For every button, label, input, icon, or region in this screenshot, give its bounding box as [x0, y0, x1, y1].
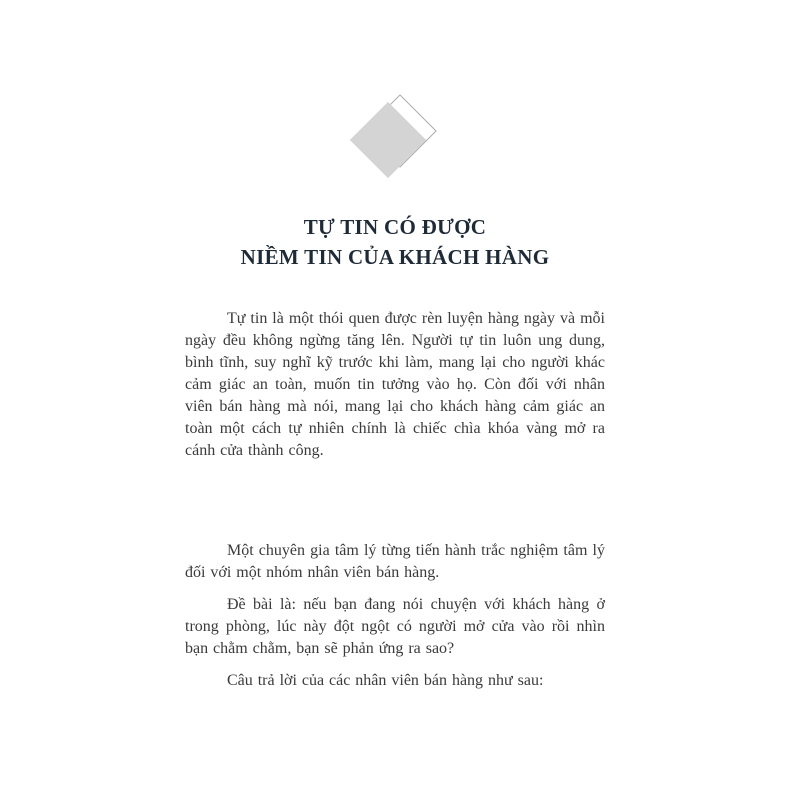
paragraph-intro: Tự tin là một thói quen được rèn luyện hàng ngày và mỗi ngày đều không ngừng tăng lên. Người tự tin luôn ung dung, bình tĩnh, suy nghĩ kỹ trước khi làm, mang lại cho người khác cảm giác an toàn, muốn tin tưởng vào họ. Còn đối với nhân viên bán hàng mà nói, mang lại cho khách hàng cảm giác an toàn một cách tự nhiên chính là chiếc chìa khóa vàng mở ra cánh cửa thành công. — [185, 310, 605, 459]
chapter-title-line2: NIỀM TIN CỦA KHÁCH HÀNG — [240, 245, 550, 269]
paragraph-expert: Một chuyên gia tâm lý từng tiến hành trắc nghiệm tâm lý đối với một nhóm nhân viên bán hàng. — [185, 542, 605, 581]
body-text — [185, 308, 605, 692]
chapter-title — [0, 212, 790, 272]
diamond-ornament — [340, 100, 450, 184]
paragraph-answers-lead: Câu trả lời của các nhân viên bán hàng như sau: — [227, 672, 544, 689]
paragraph-question: Đề bài là: nếu bạn đang nói chuyện với khách hàng ở trong phòng, lúc này đột ngột có người mở cửa vào rồi nhìn bạn chằm chằm, bạn sẽ phản ứng ra sao? — [185, 596, 605, 657]
chapter-title-line1: TỰ TIN CÓ ĐƯỢC — [303, 215, 487, 239]
